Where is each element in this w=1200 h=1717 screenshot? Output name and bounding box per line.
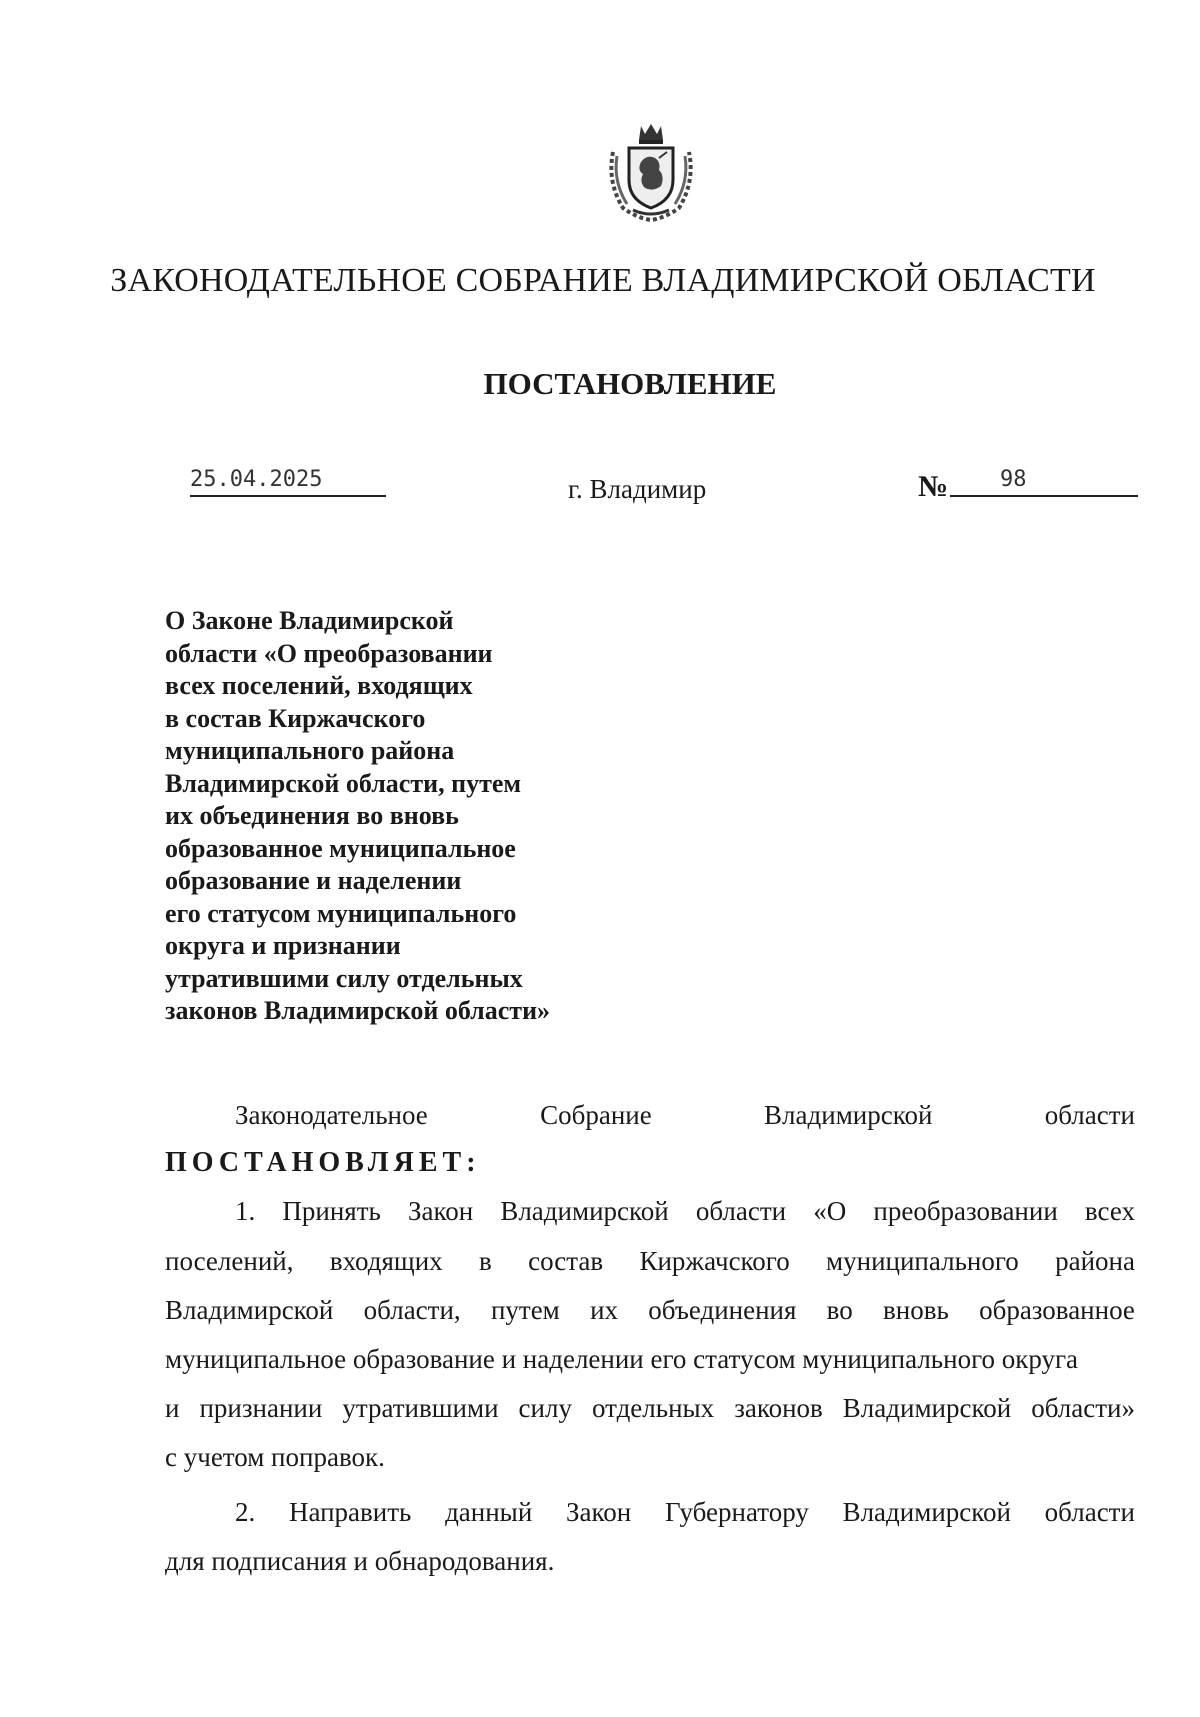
word: района [1055,1246,1135,1276]
word: Направить [288,1497,412,1527]
paragraph-2-line [235,1497,1135,1528]
paragraph-1-line: муниципальное образование и наделении его статусом муниципального округа [165,1344,1079,1374]
word: в [479,1246,492,1276]
paragraph-1-line: с учетом поправок. [165,1442,385,1472]
word: во [826,1295,853,1325]
word: их [590,1295,619,1325]
subject-line: муниципального района [165,736,455,765]
word: путем [490,1295,560,1325]
word: области, [363,1295,461,1325]
word: Губернатору [664,1497,809,1527]
word: Владимирской [764,1100,933,1130]
coat-of-arms-icon [603,122,699,222]
number-sign: № [918,470,949,503]
subject-line: законов Владимирской области» [165,996,551,1025]
word: признании [199,1393,323,1423]
document-city: г. Владимир [568,474,707,504]
subject-line: О Законе Владимирской [165,606,454,635]
word: Закон [566,1497,632,1527]
word: области [1044,1100,1135,1130]
word: Собрание [540,1100,652,1130]
subject-line: округа и признании [165,931,401,960]
subject-line: образованное муниципальное [165,833,516,863]
word: 2. [235,1497,256,1527]
paragraph-1-line [165,1295,1135,1326]
subject-line: Владимирской области, путем [165,768,522,798]
word: области» [1031,1393,1135,1423]
document-date: 25.04.2025 [190,467,386,497]
word: утратившими [342,1393,499,1423]
subject-line: всех поселений, входящих [165,671,473,700]
paragraph-1-line [165,1246,1135,1277]
word: входящих [329,1246,443,1276]
document-number: 98 [950,467,1138,497]
subject-line: утратившими силу отдельных [165,963,523,993]
paragraph-1-line [165,1393,1135,1424]
word: Владимирской [500,1196,669,1226]
subject-line: его статусом муниципального [165,898,517,928]
word: Владимирской [842,1393,1012,1423]
word: силу [518,1393,572,1423]
word: данный [445,1497,533,1527]
word: отдельных [591,1393,715,1423]
word: области [1044,1497,1135,1527]
word: преобразовании [873,1196,1058,1226]
word: Принять [282,1196,381,1226]
paragraph-1-line [235,1196,1135,1227]
paragraph-2-line: для подписания и обнародования. [165,1546,555,1576]
word: Киржачского [639,1246,790,1276]
word: Законодательное [235,1100,428,1130]
word: муниципального [826,1246,1019,1276]
word: состав [528,1246,604,1276]
word: образованное [979,1295,1135,1325]
organization-name: ЗАКОНОДАТЕЛЬНОЕ СОБРАНИЕ ВЛАДИМИРСКОЙ ОБЛАСТИ [110,262,1096,299]
word: области [695,1196,787,1226]
word: 1. [235,1196,256,1226]
document-type: ПОСТАНОВЛЕНИЕ [483,366,777,401]
intro-line [235,1100,1135,1131]
word: поселений, [165,1246,294,1276]
word: вновь [883,1295,949,1325]
word: «О [813,1196,847,1226]
resolves-heading: ПОСТАНОВЛЯЕТ: [165,1147,481,1178]
word: Владимирской [842,1497,1011,1527]
subject-line: их объединения во вновь [165,801,459,830]
word: всех [1084,1196,1135,1226]
document-subject [165,605,605,1028]
word: Закон [407,1196,474,1226]
word: законов [734,1393,823,1423]
subject-line: образование и наделении [165,866,462,895]
subject-line: области «О преобразовании [165,638,493,668]
subject-line: в состав Киржачского [165,703,426,733]
word: и [165,1393,180,1423]
word: Владимирской [165,1295,334,1325]
word: объединения [648,1295,797,1325]
